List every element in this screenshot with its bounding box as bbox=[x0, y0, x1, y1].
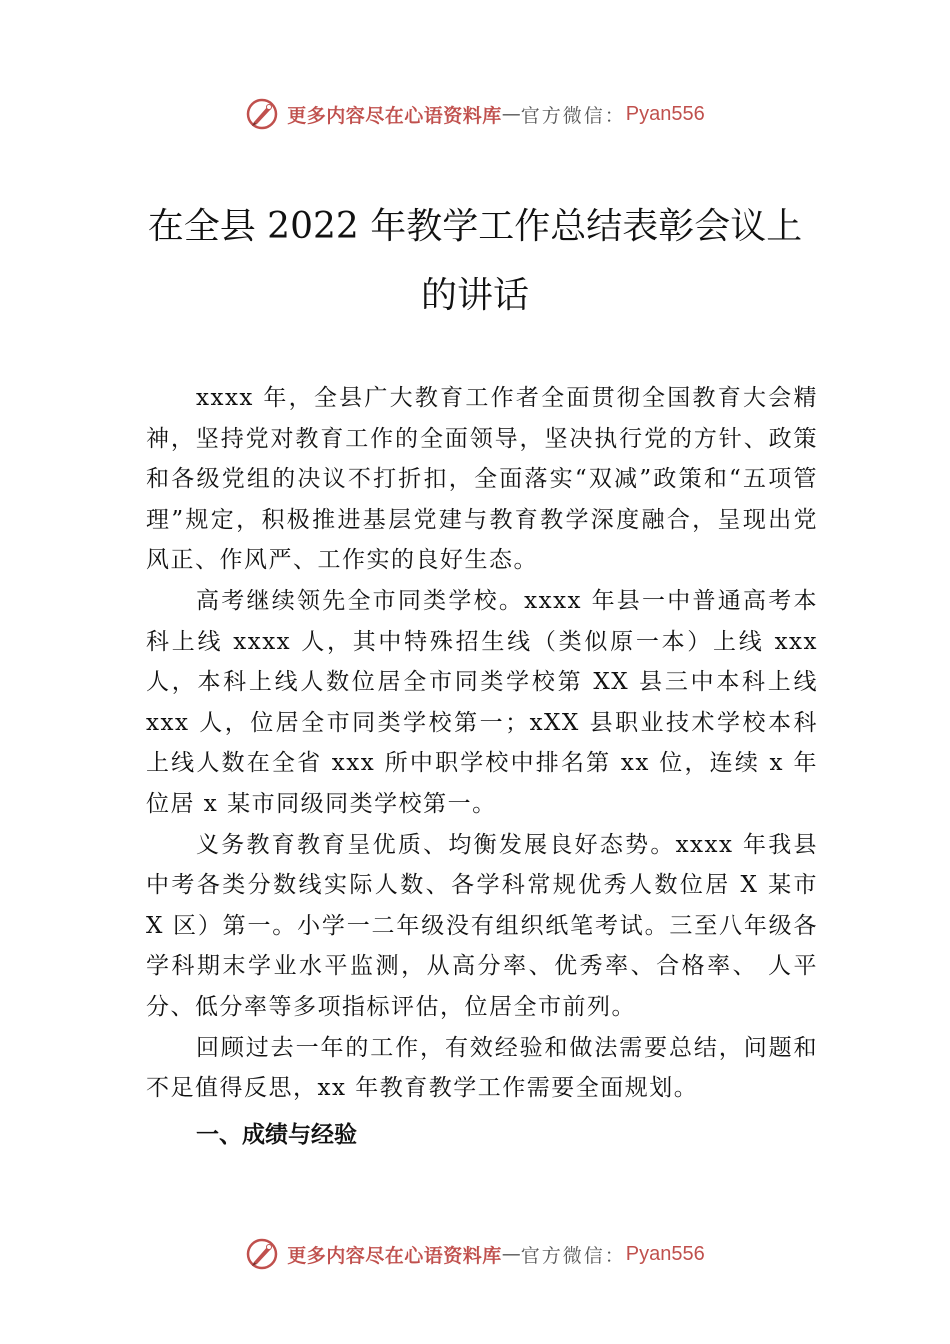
watermark-brand: 更多内容尽在心语资料库 bbox=[287, 104, 502, 127]
header-watermark bbox=[0, 94, 950, 134]
section-heading: 一、成绩与经验 bbox=[196, 1121, 357, 1148]
watermark-brand: 更多内容尽在心语资料库 bbox=[287, 1244, 502, 1267]
body-paragraph: 回顾过去一年的工作，有效经验和做法需要总结，问题和不足值得反思，xx 年教育教学工作需要全面规划。 bbox=[146, 1034, 818, 1102]
watermark-wechat-id: Pyan556 bbox=[625, 1242, 705, 1265]
document-body bbox=[146, 378, 818, 1155]
pen-logo-icon bbox=[245, 97, 279, 131]
body-paragraph: 高考继续领先全市同类学校。xxxx 年县一中普通高考本科上线 xxxx 人，其中特殊招生线（类似原一本）上线 xxx 人，本科上线人数位居全市同类学校第 XX 县三中本科上线 xxx 人，位居全市同类学校第一；xXX 县职业技术学校本科上线人数在全省 xxx 所中职学校中排名第 xx 位，连续 x 年位居 x 某市同级同类学校第一。 bbox=[146, 587, 818, 817]
watermark-wechat-label: 官方微信： bbox=[520, 1244, 626, 1267]
document-title-line1: 在全县 2022 年教学工作总结表彰会议上 bbox=[147, 206, 803, 247]
watermark-wechat-id: Pyan556 bbox=[625, 102, 705, 125]
watermark-separator: — bbox=[501, 1243, 521, 1265]
footer-watermark bbox=[0, 1234, 950, 1274]
watermark-wechat-label: 官方微信： bbox=[520, 104, 626, 127]
body-paragraph: xxxx 年，全县广大教育工作者全面贯彻全国教育大会精神，坚持党对教育工作的全面领导，坚决执行党的方针、政策和各级党组的决议不打折扣，全面落实“双减”政策和“五项管理”规定，积极推进基层党建与教育教学深度融合，呈现出党风正、作风严、工作实的良好生态。 bbox=[146, 385, 818, 574]
watermark-separator: — bbox=[501, 103, 521, 125]
body-paragraph: 义务教育教育呈优质、均衡发展良好态势。xxxx 年我县中考各类分数线实际人数、各学科常规优秀人数位居 X 某市 X 区）第一。小学一二年级没有组织纸笔考试。三至八年级各学科期末学业水平监测，从高分率、优秀率、合格率、 人平分、低分率等多项指标评估，位居全市前列。 bbox=[146, 831, 818, 1020]
document-title-line2: 的讲话 bbox=[420, 275, 529, 316]
pen-logo-icon bbox=[245, 1237, 279, 1271]
